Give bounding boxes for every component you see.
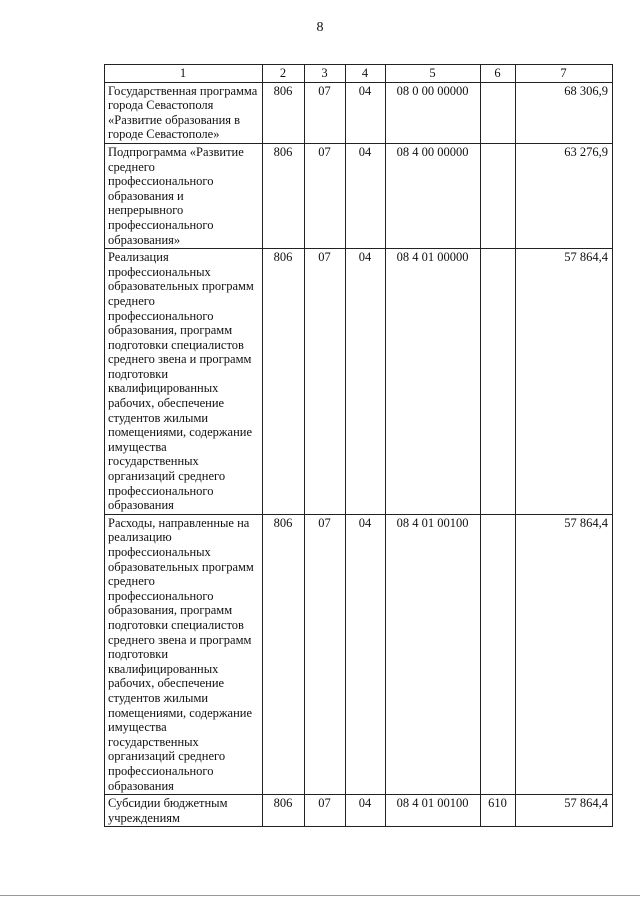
row-col7: 68 306,9 — [516, 82, 613, 143]
row-col6: 610 — [481, 795, 516, 827]
header-col-4: 4 — [346, 65, 386, 83]
table-header-row — [105, 65, 613, 83]
row-col3: 07 — [305, 795, 346, 827]
header-col-6: 6 — [481, 65, 516, 83]
header-col-7: 7 — [516, 65, 613, 83]
table-row — [105, 143, 613, 248]
row-col4: 04 — [346, 143, 386, 248]
row-col4: 04 — [346, 249, 386, 515]
row-col4: 04 — [346, 82, 386, 143]
row-col6 — [481, 249, 516, 515]
row-col7: 63 276,9 — [516, 143, 613, 248]
row-col5: 08 4 00 00000 — [386, 143, 481, 248]
row-col2: 806 — [263, 82, 305, 143]
row-name: Государственная программа города Севастополя «Развитие образования в городе Севастополе» — [105, 82, 263, 143]
row-col7: 57 864,4 — [516, 795, 613, 827]
row-name: Субсидии бюджетным учреждениям — [105, 795, 263, 827]
table-row — [105, 82, 613, 143]
page-number: 8 — [316, 20, 324, 35]
row-col5: 08 4 01 00100 — [386, 795, 481, 827]
table-row — [105, 249, 613, 515]
table-row — [105, 795, 613, 827]
row-col4: 04 — [346, 514, 386, 794]
row-col3: 07 — [305, 82, 346, 143]
header-col-1: 1 — [105, 65, 263, 83]
row-col5: 08 4 01 00100 — [386, 514, 481, 794]
row-name: Реализация профессиональных образовательных программ среднего профессионального образования, программ подготовки специалистов среднего звена и программ подготовки квалифицированных рабочих, обеспечение студентов жилыми помещениями, содержание имущества государственных организаций среднего профессионального образования — [105, 249, 263, 515]
row-col5: 08 4 01 00000 — [386, 249, 481, 515]
header-col-5: 5 — [386, 65, 481, 83]
header-col-3: 3 — [305, 65, 346, 83]
row-col2: 806 — [263, 795, 305, 827]
page-bottom-edge — [0, 895, 640, 896]
row-col6 — [481, 143, 516, 248]
row-name: Подпрограмма «Развитие среднего профессионального образования и непрерывного профессионального образования» — [105, 143, 263, 248]
row-col5: 08 0 00 00000 — [386, 82, 481, 143]
row-col3: 07 — [305, 249, 346, 515]
table-row — [105, 514, 613, 794]
row-col6 — [481, 82, 516, 143]
header-col-2: 2 — [263, 65, 305, 83]
row-col2: 806 — [263, 514, 305, 794]
row-col2: 806 — [263, 249, 305, 515]
budget-table — [104, 64, 613, 827]
row-col7: 57 864,4 — [516, 249, 613, 515]
row-col6 — [481, 514, 516, 794]
row-col3: 07 — [305, 514, 346, 794]
row-col3: 07 — [305, 143, 346, 248]
row-col7: 57 864,4 — [516, 514, 613, 794]
row-name: Расходы, направленные на реализацию профессиональных образовательных программ среднего профессионального образования, программ подготовки специалистов среднего звена и программ подготовки квалифицированных рабочих, обеспечение студентов жилыми помещениями, содержание имущества государственных организаций среднего профессионального образования — [105, 514, 263, 794]
row-col2: 806 — [263, 143, 305, 248]
row-col4: 04 — [346, 795, 386, 827]
